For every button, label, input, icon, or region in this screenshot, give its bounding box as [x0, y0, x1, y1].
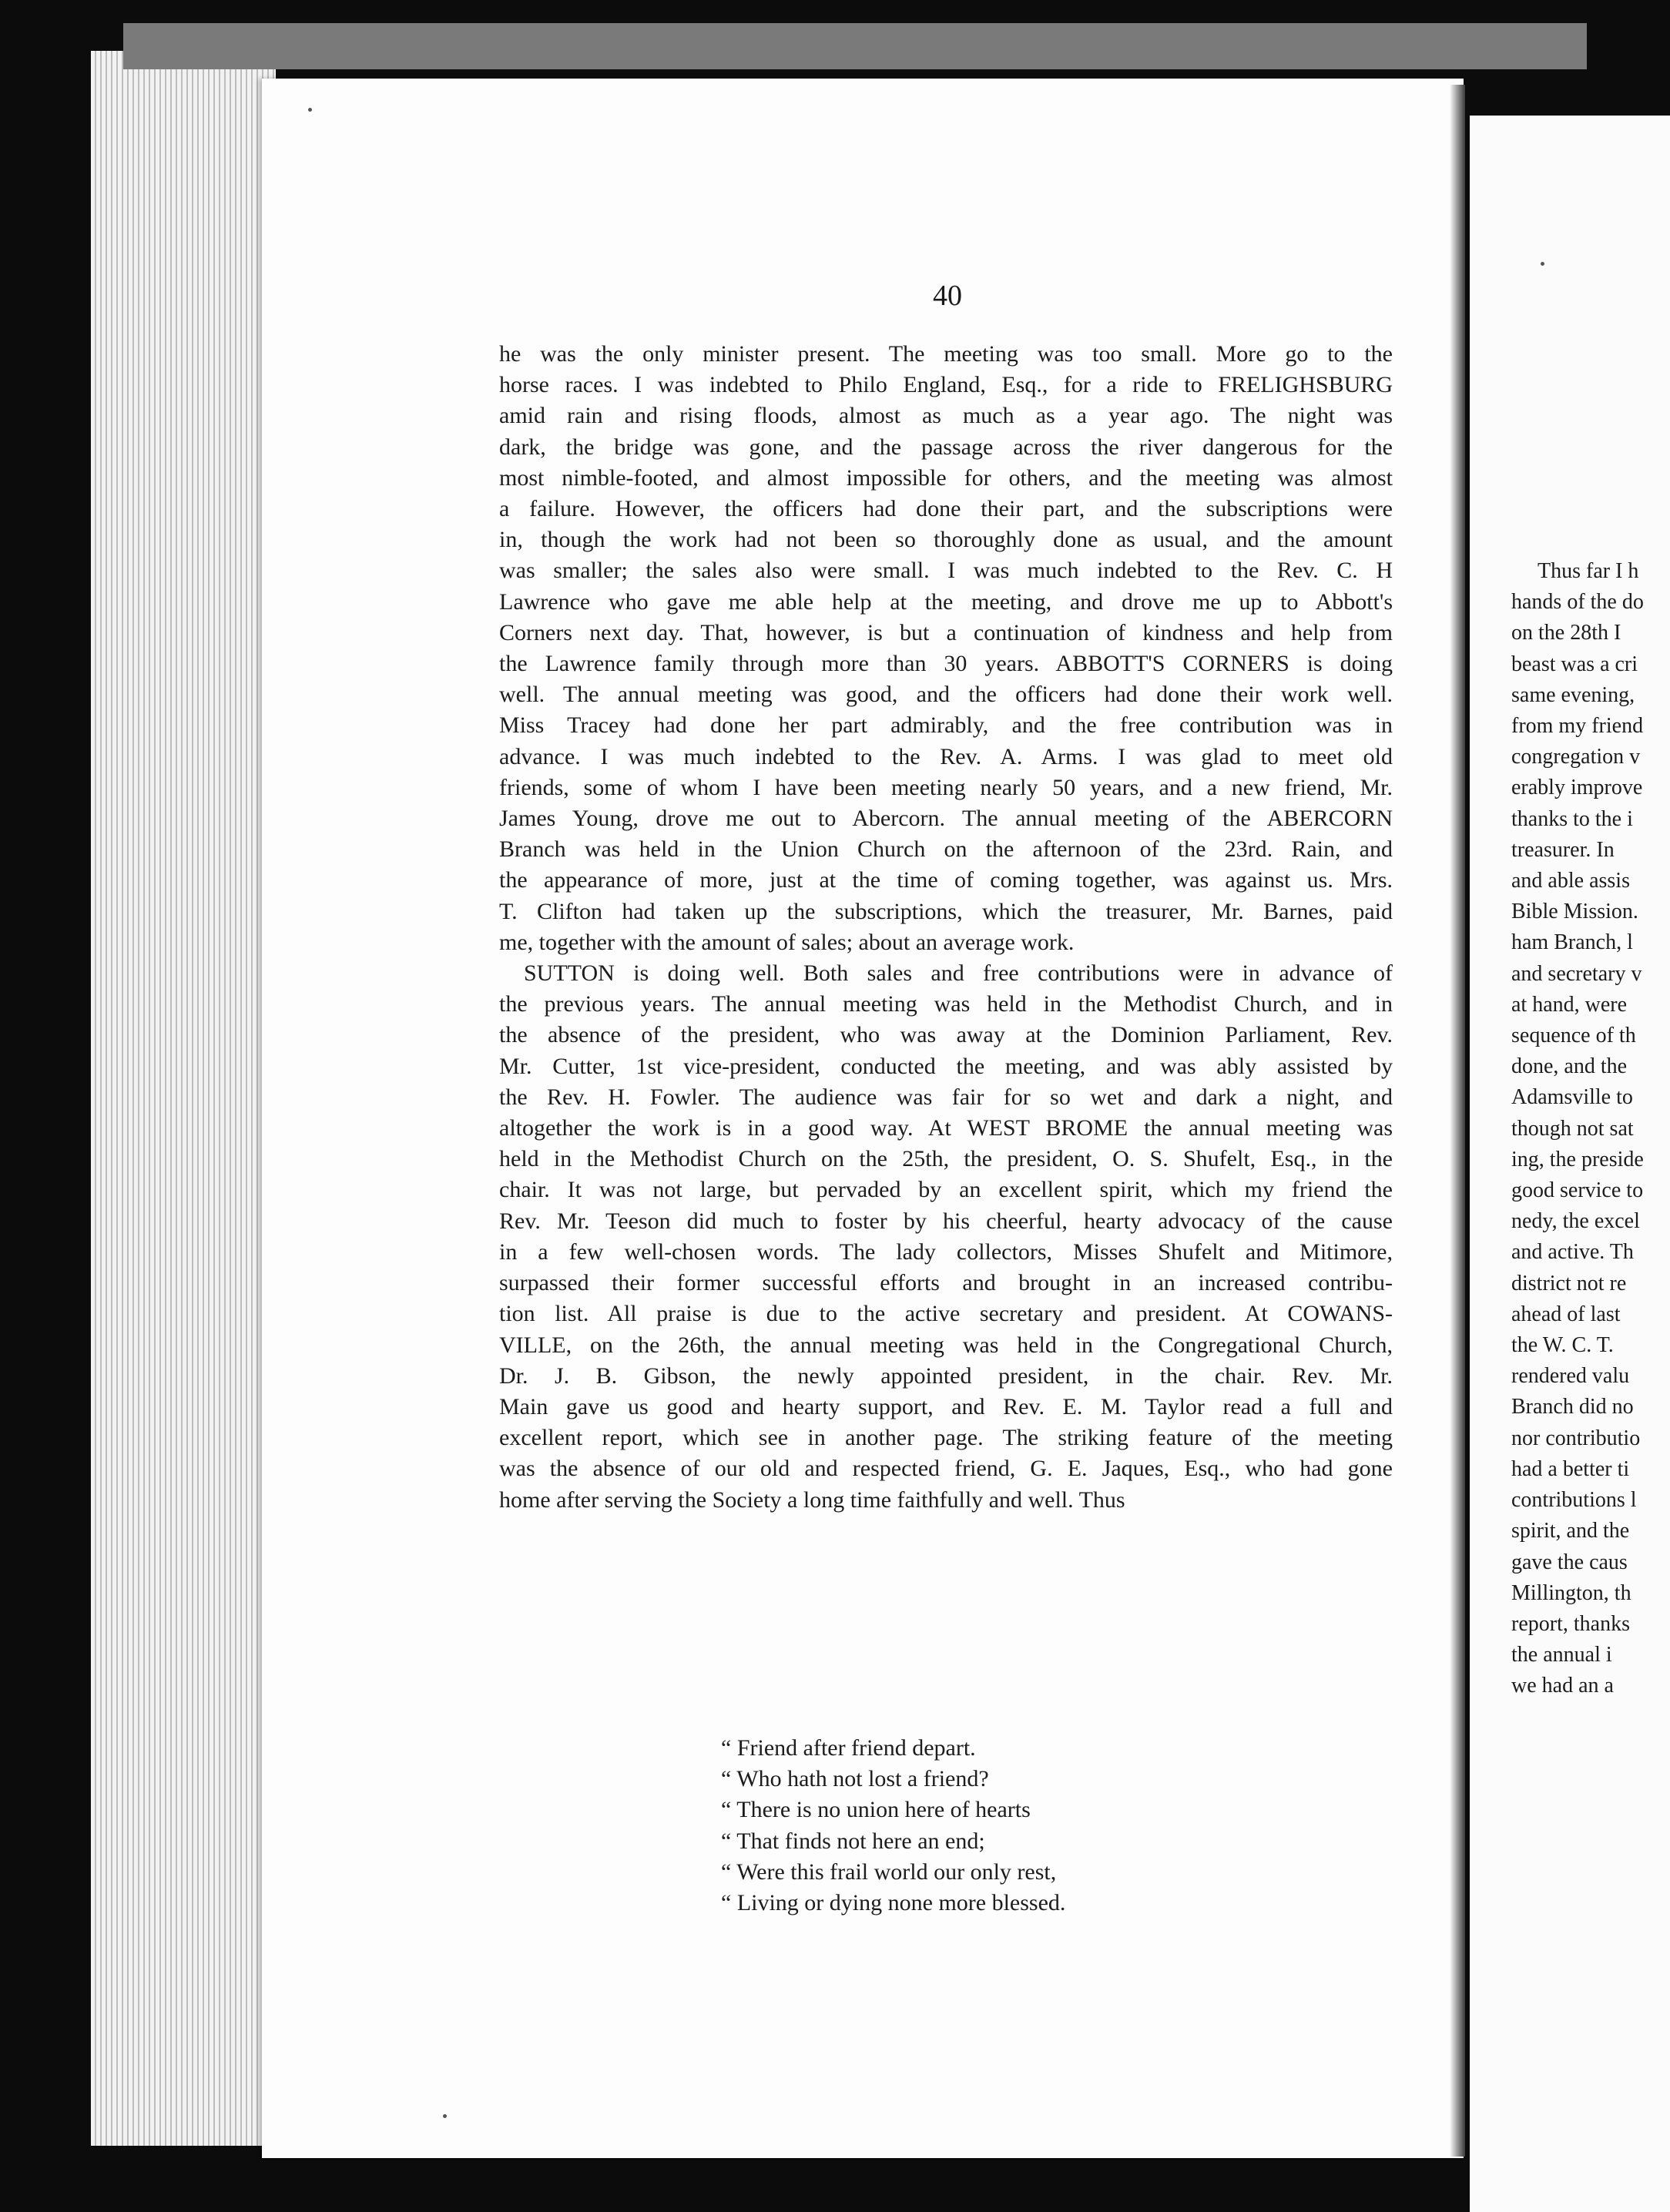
- text-line: ing, the preside: [1511, 1147, 1644, 1171]
- text-line: and active. Th: [1511, 1240, 1634, 1265]
- text-line: nedy, the excel: [1511, 1209, 1640, 1234]
- text-line: from my friend: [1511, 714, 1644, 739]
- text-line: the absence of the president, who was away at the Dominion Parliament, Rev.: [499, 1022, 1393, 1048]
- text-line: held in the Methodist Church on the 25th, the president, O. S. Shufelt, Esq., in the: [499, 1146, 1393, 1172]
- text-line: Thus far I h: [1538, 559, 1639, 583]
- text-line: we had an a: [1511, 1674, 1614, 1698]
- text-line: Mr. Cutter, 1st vice-president, conducted the meeting, and was ably assisted by: [499, 1053, 1393, 1079]
- text-line: ahead of last: [1511, 1302, 1621, 1326]
- text-line: was the absence of our old and respected friend, G. E. Jaques, Esq., who had gone: [499, 1456, 1393, 1482]
- text-line: at hand, were: [1511, 992, 1628, 1017]
- text-line: in a few well-chosen words. The lady collectors, Misses Shufelt and Mitimore,: [499, 1238, 1393, 1265]
- text-line: on the 28th I: [1511, 621, 1621, 645]
- paper-speck: [308, 108, 312, 112]
- text-line: a failure. However, the officers had done their part, and the subscriptions were: [499, 496, 1393, 522]
- text-line: Adamsville to: [1511, 1085, 1633, 1110]
- poem-line: “ Friend after friend depart.: [721, 1735, 976, 1761]
- text-line: Millington, th: [1511, 1580, 1631, 1605]
- right-page-body-text: [1511, 556, 1670, 1702]
- text-line: treasurer. In: [1511, 837, 1615, 862]
- text-line: the appearance of more, just at the time of coming together, was against us. Mrs.: [499, 867, 1393, 893]
- book-page-edges: [91, 51, 276, 2146]
- poem-line: “ Who hath not lost a friend?: [721, 1766, 989, 1792]
- text-line: me, together with the amount of sales; about an average work.: [499, 929, 1075, 955]
- text-line: beast was a cri: [1511, 652, 1638, 676]
- book-top-edge: [123, 23, 1587, 69]
- text-line: ham Branch, l: [1511, 930, 1633, 955]
- text-line: report, thanks: [1511, 1611, 1630, 1636]
- text-line: Lawrence who gave me able help at the meeting, and drove me up to Abbott's: [499, 588, 1393, 615]
- text-line: Miss Tracey had done her part admirably, and the free contribution was in: [499, 712, 1393, 739]
- text-line: the previous years. The annual meeting was held in the Methodist Church, and in: [499, 991, 1393, 1017]
- text-line: Main gave us good and hearty support, and Rev. E. M. Taylor read a full and: [499, 1393, 1393, 1419]
- poem-line: “ That finds not here an end;: [721, 1828, 985, 1854]
- text-line: the W. C. T.: [1511, 1333, 1614, 1358]
- text-line: altogether the work is in a good way. At WEST BROME the annual meeting was: [499, 1115, 1393, 1141]
- text-line: surpassed their former successful efforts and brought in an increased contribu-: [499, 1270, 1393, 1296]
- text-line: done, and the: [1511, 1054, 1628, 1079]
- text-line: thanks to the i: [1511, 806, 1633, 831]
- poem-line: “ Were this frail world our only rest,: [721, 1858, 1057, 1885]
- text-line: James Young, drove me out to Abercorn. The annual meeting of the ABERCORN: [499, 806, 1393, 832]
- text-line: rendered valu: [1511, 1364, 1630, 1389]
- poem-line: “ There is no union here of hearts: [721, 1797, 1031, 1823]
- poem-quotation: [721, 1733, 1260, 1919]
- text-line: chair. It was not large, but pervaded by an excellent spirit, which my friend the: [499, 1177, 1393, 1203]
- text-line: home after serving the Society a long time faithfully and well. Thus: [499, 1486, 1125, 1513]
- text-line: excellent report, which see in another page. The striking feature of the meeting: [499, 1425, 1393, 1451]
- book-gutter: [1450, 85, 1465, 2157]
- text-line: congregation v: [1511, 745, 1641, 769]
- text-line: was smaller; the sales also were small. I was much indebted to the Rev. C. H: [499, 558, 1393, 584]
- text-line: Rev. Mr. Teeson did much to foster by his cheerful, hearty advocacy of the cause: [499, 1208, 1393, 1234]
- text-line: Bible Mission.: [1511, 900, 1638, 924]
- text-line: though not sat: [1511, 1116, 1634, 1141]
- paper-speck: [443, 2114, 447, 2118]
- text-line: most nimble-footed, and almost impossible for others, and the meeting was almost: [499, 464, 1393, 491]
- text-line: nor contributio: [1511, 1426, 1641, 1450]
- text-line: Corners next day. That, however, is but a continuation of kindness and help from: [499, 619, 1393, 645]
- text-line: and secretary v: [1511, 961, 1642, 986]
- text-line: gave the caus: [1511, 1550, 1628, 1574]
- text-line: horse races. I was indebted to Philo England, Esq., for a ride to FRELIGHSBURG: [499, 372, 1393, 398]
- text-line: Branch did no: [1511, 1395, 1634, 1419]
- text-line: T. Clifton had taken up the subscriptions, which the treasurer, Mr. Barnes, paid: [499, 898, 1393, 924]
- poem-line: “ Living or dying none more blessed.: [721, 1890, 1066, 1916]
- text-line: contributions l: [1511, 1488, 1637, 1513]
- text-line: well. The annual meeting was good, and the officers had done their work well.: [499, 682, 1393, 708]
- text-line: tion list. All praise is due to the active secretary and president. At COWANS-: [499, 1301, 1393, 1327]
- text-line: amid rain and rising floods, almost as much as a year ago. The night was: [499, 403, 1393, 429]
- text-line: good service to: [1511, 1178, 1644, 1203]
- text-line: he was the only minister present. The meeting was too small. More go to the: [499, 341, 1393, 367]
- text-line: dark, the bridge was gone, and the passage across the river dangerous for the: [499, 434, 1393, 460]
- text-line: sequence of th: [1511, 1024, 1636, 1048]
- paragraph-first-line: SUTTON is doing well. Both sales and free contributions were in advance of: [524, 960, 1393, 987]
- page-number: 40: [933, 280, 962, 312]
- text-line: the Rev. H. Fowler. The audience was fair for so wet and dark a night, and: [499, 1084, 1393, 1110]
- text-line: erably improve: [1511, 776, 1643, 800]
- text-line: spirit, and the: [1511, 1519, 1630, 1543]
- text-line: advance. I was much indebted to the Rev. A. Arms. I was glad to meet old: [499, 743, 1393, 769]
- text-line: Dr. J. B. Gibson, the newly appointed president, in the chair. Rev. Mr.: [499, 1362, 1393, 1389]
- text-line: and able assis: [1511, 869, 1630, 893]
- text-line: in, though the work had not been so thoroughly done as usual, and the amount: [499, 527, 1393, 553]
- text-line: same evening,: [1511, 682, 1635, 707]
- text-line: district not re: [1511, 1271, 1627, 1295]
- text-line: VILLE, on the 26th, the annual meeting was held in the Congregational Church,: [499, 1332, 1393, 1358]
- text-line: friends, some of whom I have been meeting nearly 50 years, and a new friend, Mr.: [499, 774, 1393, 800]
- paper-speck: [1541, 262, 1544, 266]
- text-line: had a better ti: [1511, 1456, 1630, 1481]
- left-page-body-text: [499, 339, 1393, 1516]
- text-line: hands of the do: [1511, 590, 1644, 615]
- text-line: the Lawrence family through more than 30 years. ABBOTT'S CORNERS is doing: [499, 651, 1393, 677]
- text-line: Branch was held in the Union Church on the afternoon of the 23rd. Rain, and: [499, 836, 1393, 863]
- text-line: the annual i: [1511, 1643, 1612, 1667]
